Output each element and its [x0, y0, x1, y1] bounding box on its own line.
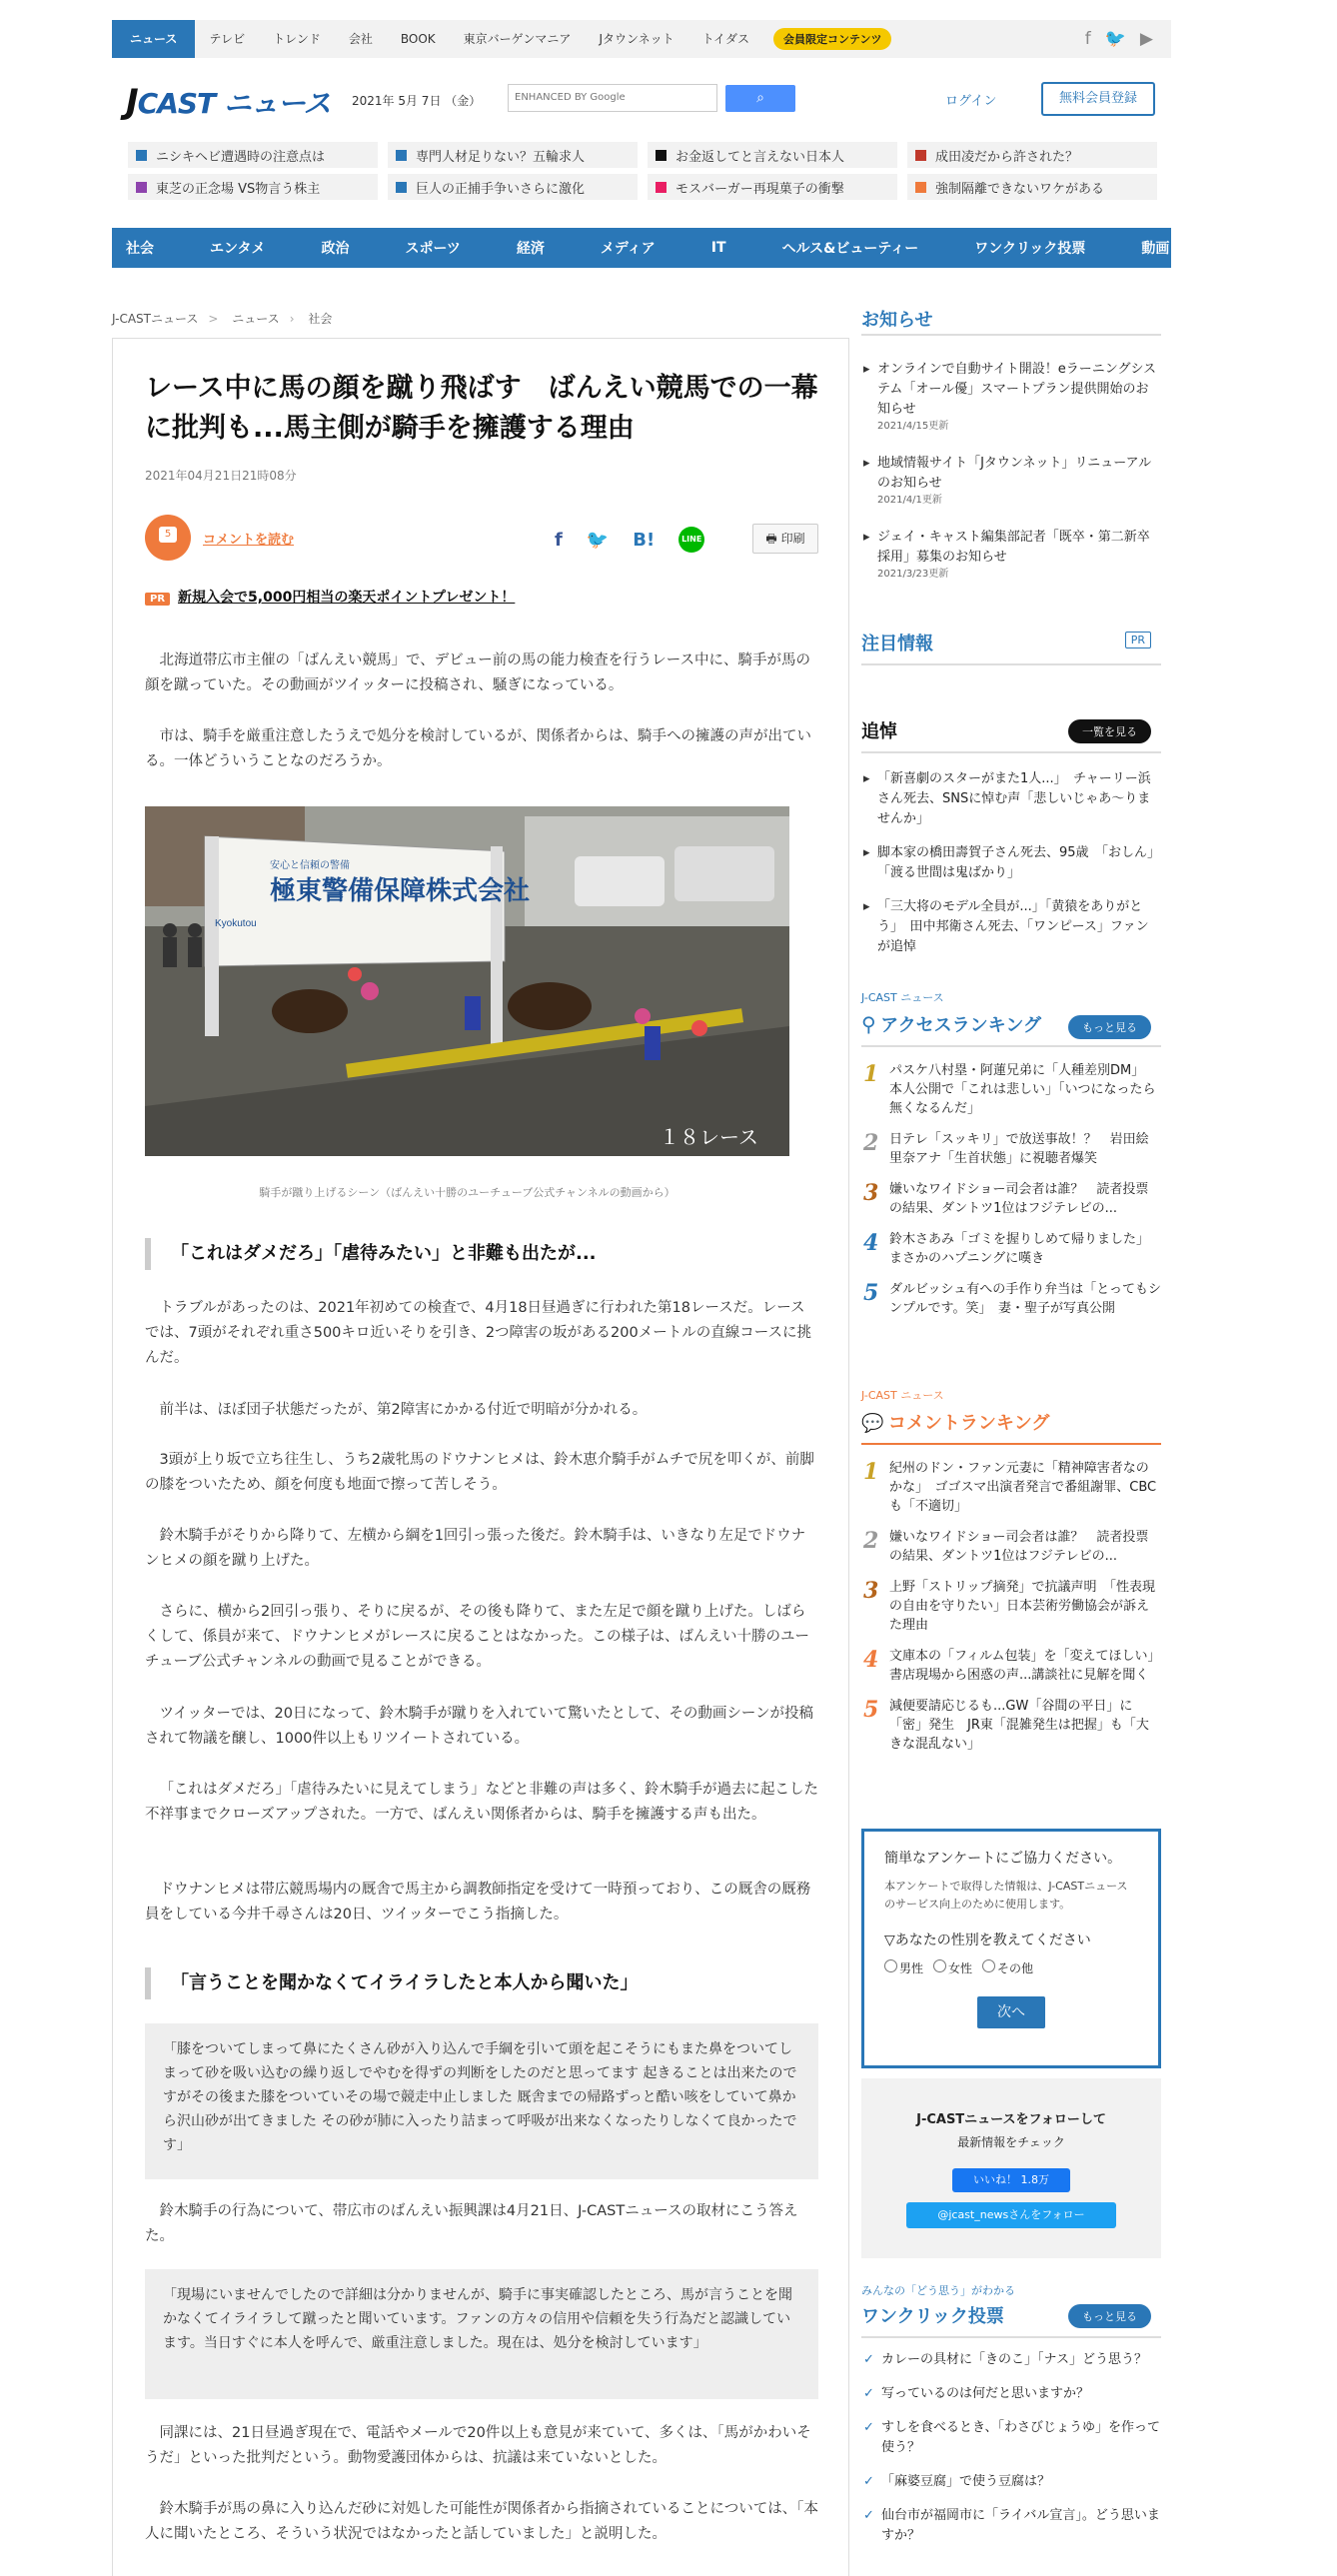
survey-option[interactable]: [933, 1959, 972, 1976]
topic-color-square: [656, 182, 667, 193]
obituary-list: [861, 769, 1161, 971]
topic-link[interactable]: [907, 174, 1157, 200]
youtube-icon[interactable]: ▶: [1139, 29, 1153, 49]
access-more-button[interactable]: もっと見る: [1068, 1015, 1151, 1039]
site-logo[interactable]: JCAST ニュース: [126, 82, 331, 122]
ranking-text: 上野「ストリップ摘発」で抗議声明 「性表現の自由を守りたい」日本芸術労働協会が訴えた理由: [889, 1580, 1155, 1633]
category-label: ワンクリック投票: [974, 241, 1086, 257]
topic-color-square: [396, 150, 407, 161]
rank-number: 3: [863, 1578, 879, 1604]
top-nav: [112, 20, 1171, 58]
access-ranking-title: アクセスランキング: [880, 1015, 1042, 1036]
ranking-item[interactable]: [861, 1697, 1161, 1754]
topic-color-square: [136, 150, 147, 161]
paragraph: 鈴木騎手がそりから降りて、左横から綱を1回引っ張った後だ。鈴木騎手は、いきなり左足でドウナンヒメの顔を蹴り上げた。: [145, 1528, 806, 1569]
topic-color-square: [656, 150, 667, 161]
category-link[interactable]: [601, 238, 683, 258]
ranking-item[interactable]: [861, 1230, 1161, 1268]
vote-title: ワンクリック投票: [861, 2306, 1004, 2327]
section-heading: 「言うことを聞かなくてイライラしたと本人から聞いた」: [145, 1967, 818, 1999]
quote-block: 「膝をついてしまって鼻にたくさん砂が入り込んで手綱を引いて頭を起こそうにもまた鼻をついてしまって砂を吸い込むの繰り返しでやむを得ずの判断をしたのだと思ってます 起きることは出来たのですがその後また膝をついていその場で競走中止しました 厩舎までの帰路ずっと酷い咳をしていて鼻から沢山砂が出てきました その砂が肺に入ったり詰まって呼吸が出来なくなったりしなくて良かったです」: [145, 2023, 818, 2179]
obituary-header: [861, 717, 1161, 753]
rank-number: 4: [863, 1230, 879, 1256]
obituary-item[interactable]: ▸ 「三大将のモデル全員が...」「黄猿をありがとう」 田中邦衛さん死去、「ワンピース」ファンが追悼: [861, 897, 1161, 957]
category-label: わたしのオト: [1225, 241, 1310, 257]
hot-topics: [128, 142, 1157, 200]
comment-ranking-title: コメントランキング: [887, 1413, 1050, 1434]
follow-box: [861, 2078, 1161, 2258]
category-label: IT: [710, 240, 726, 256]
facebook-like-button[interactable]: いいね！ 1.8万: [952, 2168, 1070, 2192]
printer-icon: 🖶: [765, 532, 777, 546]
breadcrumb-news[interactable]: ニュース: [232, 312, 280, 326]
topic-link[interactable]: [388, 174, 638, 200]
hatena-bookmark-icon[interactable]: B!: [633, 529, 656, 551]
search-icon: ⌕: [756, 90, 764, 106]
paragraph: 「これはダメだろ」「虐待みたいに見えてしまう」などと非難の声は多く、鈴木騎手が過去に起こした不祥事までクローズアップされた。一方で、ばんえい関係者からは、騎手を擁護する声も出た。: [145, 1782, 818, 1823]
topic-label: お金返してと言えない日本人: [675, 149, 845, 165]
login-link[interactable]: ログイン: [945, 94, 997, 109]
paragraph: 鈴木騎手が馬の鼻に入り込んだ砂に対処した可能性が関係者から指摘されていることについては、「本人に聞いたところ、そういう状況ではなかったと話していました」と説明した。: [145, 2501, 818, 2542]
follow-subtitle: 最新情報をチェック: [957, 2135, 1065, 2149]
access-ranking-header: [861, 1011, 1161, 1047]
topic-link[interactable]: [648, 142, 897, 168]
attention-title: 注目情報: [861, 634, 933, 654]
paragraph: 同課には、21日昼過ぎ現在で、電話やメールで20件以上も意見が来ていて、多くは、「馬がかわいそうだ」といった批判だという。動物愛護団体からは、抗議は来ていないとした。: [145, 2425, 811, 2466]
category-link[interactable]: [210, 238, 293, 258]
twitter-follow-button[interactable]: @jcast_newsさんをフォロー: [906, 2202, 1116, 2228]
header-date: 2021年 5月 7日 （金）: [352, 94, 482, 108]
ranking-text: 鈴木さあみ「ゴミを握りしめて帰りました」 まさかのハプニングに嘆き: [889, 1232, 1156, 1266]
rank-number: 3: [863, 1180, 879, 1206]
read-comments-link[interactable]: コメントを読む: [203, 533, 295, 548]
survey-radio[interactable]: [884, 1959, 897, 1972]
notice-text: 地域情報サイト「Jタウンネット」リニューアルのお知らせ: [877, 456, 1152, 491]
paragraph: 北海道帯広市主催の「ばんえい競馬」で、デビュー前の馬の能力検査を行うレース中に、騎手が馬の顔を蹴っていた。その動画がツイッターに投稿され、騒ぎになっている。: [145, 652, 810, 693]
breadcrumb: J-CASTニュース > ニュース › 社会: [112, 312, 333, 326]
pr-label: PR: [1311, 229, 1324, 239]
register-button[interactable]: 無料会員登録: [1041, 82, 1155, 116]
topic-link[interactable]: [907, 142, 1157, 168]
article-title: レース中に馬の顔を蹴り飛ばす ばんえい競馬での一幕に批判も...馬主側が騎手を擁護する理由: [145, 373, 818, 444]
category-link[interactable]: [321, 238, 377, 258]
magnifier-icon: ⚲: [861, 1012, 876, 1036]
paragraph: 前半は、ほぼ団子状態だったが、第2障害にかかる付近で明暗が分かれる。: [159, 1402, 648, 1418]
vote-more-button[interactable]: もっと見る: [1068, 2304, 1151, 2328]
comment-count: 5: [159, 527, 177, 543]
social-links: [1085, 29, 1171, 49]
category-link[interactable]: [974, 238, 1113, 258]
category-label: 経済: [516, 241, 545, 257]
comment-icon[interactable]: [145, 515, 191, 561]
quote-block: 「現場にいませんでしたので詳細は分かりませんが、騎手に事実確認したところ、馬が言うことを聞かなくてイライラして蹴ったと聞いています。ファンの方々の信用や信頼を失う行為だと認識しています。当日すぐに本人を呼んで、厳重注意しました。現在は、処分を検討しています」: [145, 2269, 818, 2399]
print-button[interactable]: 🖶 印刷: [752, 524, 818, 554]
topnav-jtown[interactable]: Jタウンネット: [599, 32, 674, 46]
chat-bubble-icon: 💬: [861, 1413, 884, 1434]
follow-title: J-CASTニュースをフォローして: [916, 2112, 1106, 2127]
notice-text: ジェイ・キャスト編集部記者「既卒・第二新卒採用」募集のお知らせ: [877, 530, 1150, 565]
photo-logo: Kyokutou: [215, 918, 257, 929]
notice-header: [861, 306, 1161, 336]
topic-color-square: [396, 182, 407, 193]
comment-ranking-label: J-CAST ニュース: [861, 1389, 944, 1402]
ranking-item[interactable]: [861, 1180, 1161, 1218]
access-ranking-list: [861, 1061, 1161, 1330]
survey-option-label: 女性: [948, 1961, 973, 1975]
attention-header: [861, 630, 1161, 665]
category-link[interactable]: [405, 238, 488, 258]
rank-number: 4: [863, 1647, 879, 1673]
pr-badge: PR: [145, 593, 170, 606]
rank-number: 1: [863, 1459, 879, 1485]
paragraph: 市は、騎手を厳重注意したうえで処分を検討しているが、関係者からは、騎手への擁護の声が出ている。一体どういうことなのだろうか。: [145, 728, 811, 769]
topic-label: 東芝の正念場 VS物言う株主: [156, 181, 321, 197]
notice-date: 2021/4/1更新: [877, 495, 942, 506]
site-header: [112, 70, 1171, 130]
race-scene-image: [145, 806, 789, 1156]
survey-title: 簡単なアンケートにご協力ください。: [884, 1851, 1122, 1867]
category-label: 政治: [321, 241, 350, 257]
survey-option-label: 男性: [899, 1961, 924, 1975]
facebook-icon[interactable]: f: [1084, 29, 1091, 49]
line-share-icon[interactable]: LINE: [678, 527, 704, 553]
vote-label: みんなの「どう思う」がわかる: [861, 2284, 1015, 2297]
ranking-text: 文庫本の「フィルム包装」を「変えてほしい」 書店現場から困惑の声...講談社に見解を聞く: [889, 1649, 1167, 1683]
comment-ranking-list: [861, 1459, 1167, 1766]
topic-link[interactable]: [128, 142, 378, 168]
category-label: 動画: [1141, 241, 1170, 257]
access-ranking-label: J-CAST ニュース: [861, 991, 944, 1004]
category-link[interactable]: [517, 238, 573, 258]
notice-date: 2021/3/23更新: [877, 569, 949, 580]
share-buttons: [555, 527, 704, 553]
rank-number: 1: [863, 1061, 879, 1087]
notice-text: オンラインで自動サイト開設！eラーニングシステム「オール優」スマートプラン提供開始のお知らせ: [877, 362, 1157, 417]
obituary-item[interactable]: ▸ 脚本家の橋田壽賀子さん死去、95歳 「おしん」「渡る世間は鬼ばかり」: [861, 843, 1161, 883]
survey-option[interactable]: [884, 1959, 923, 1976]
breadcrumb-society[interactable]: 社会: [308, 312, 333, 326]
category-label: ヘルス&ビューティー: [781, 241, 919, 257]
notice-item[interactable]: [861, 454, 1161, 508]
obituary-list-button[interactable]: 一覧を見る: [1068, 719, 1151, 743]
topnav-tv[interactable]: テレビ: [209, 32, 246, 46]
topic-label: モスバーガー再現菓子の衝撃: [675, 181, 844, 197]
paragraph: 鈴木騎手の行為について、帯広市のばんえい振興課は4月21日、J-CASTニュースの取材にこう答えた。: [145, 2203, 798, 2244]
rank-number: 2: [863, 1130, 879, 1156]
topic-label: 成田凌だから許された？: [935, 149, 1079, 165]
paragraph: さらに、横から2回引っ張り、そりに戻るが、その後も降りて、また左足で顔を蹴り上げた。しばらくして、係員が来て、ドウナンヒメがレースに戻ることはなかった。この様子は、ばんえい十勝のユーチューブ公式チャンネルの動画で見ることができる。: [145, 1604, 809, 1670]
topnav-book[interactable]: BOOK: [400, 32, 436, 46]
ranking-text: 減便要請応じるも...GW「谷間の平日」に「密」発生 JR東「混雑発生は把握」も「大きな混乱ない」: [889, 1699, 1149, 1752]
survey-question: ▽あなたの性別を教えてください: [884, 1932, 1091, 1948]
ranking-item[interactable]: [861, 1280, 1161, 1318]
survey-option-label: その他: [997, 1961, 1034, 1975]
notice-item[interactable]: [861, 360, 1161, 434]
paragraph: ツイッターでは、20日になって、鈴木騎手が蹴りを入れていて驚いたとして、その動画シーンが投稿されて物議を醸し、1000件以上もリツイートされている。: [145, 1706, 814, 1747]
article-photo: [145, 806, 789, 1156]
category-label: スポーツ: [405, 241, 461, 257]
paragraph: ドウナンヒメは帯広競馬場内の厩舎で馬主から調教師指定を受けて一時預っており、この厩舎の厩務員をしている今井千尋さんは20日、ツイッターでこう指摘した。: [145, 1882, 811, 1923]
notice-item[interactable]: [861, 528, 1161, 582]
vote-list: [861, 2350, 1161, 2560]
ranking-text: 日テレ「スッキリ」で放送事故！？ 岩田絵里奈アナ「生首状態」に視聴者爆笑: [889, 1132, 1149, 1166]
ranking-item[interactable]: [861, 1578, 1161, 1635]
category-nav: [112, 228, 1324, 268]
topic-color-square: [915, 150, 926, 161]
twitter-share-icon[interactable]: 🐦: [586, 529, 610, 551]
race-number-overlay: １８レース: [660, 1127, 758, 1149]
ranking-text: 嫌いなワイドショー司会者は誰？ 読者投票の結果、ダントツ1位はフジテレビの...: [889, 1182, 1149, 1216]
category-link[interactable]: [1225, 229, 1337, 258]
survey-next-button[interactable]: 次へ: [977, 1996, 1045, 2028]
comment-ranking-header: [861, 1409, 1161, 1445]
ranking-item[interactable]: [861, 1061, 1161, 1118]
vote-item[interactable]: ✓ 「麻婆豆腐」で使う豆腐は？: [861, 2472, 1161, 2492]
topic-label: 巨人の正捕手争いさらに激化: [416, 181, 586, 197]
category-link[interactable]: [782, 238, 947, 258]
topnav-company[interactable]: 会社: [348, 32, 373, 46]
section-heading: 「これはダメだろ」「虐待みたい」と非難も出たが...: [145, 1238, 818, 1270]
topnav-news[interactable]: ニュース: [112, 20, 195, 58]
twitter-icon[interactable]: 🐦: [1104, 29, 1126, 49]
topnav-bargain[interactable]: 東京バーゲンマニア: [463, 32, 572, 46]
rank-number: 2: [863, 1528, 879, 1554]
category-link[interactable]: [1141, 238, 1197, 258]
attention-pr-badge: PR: [1125, 632, 1151, 648]
paragraph: トラブルがあったのは、2021年初めての検査で、4月18日昼過ぎに行われた第18レースだ。レースでは、7頭がそれぞれ重さ500キロ近いそりを引き、2つ障害の坂がある200メートルの直線コースに挑んだ。: [145, 1300, 811, 1366]
survey-options: [884, 1959, 1138, 1976]
article-actions: [145, 515, 818, 561]
members-only-button[interactable]: 会員限定コンテンツ: [773, 28, 891, 50]
rank-number: 5: [863, 1697, 879, 1723]
topic-label: ニシキヘビ遭遇時の注意点は: [156, 149, 326, 165]
ranking-item[interactable]: [861, 1647, 1167, 1685]
ranking-text: 紀州のドン・ファン元妻に「精神障害者なのかな」 ゴゴスマ出演者発言で番組謝罪、CBCも「不適切」: [889, 1461, 1157, 1514]
vote-item[interactable]: ✓ すしを食べるとき、「わさびじょうゆ」を作って使う？: [861, 2418, 1161, 2458]
topic-color-square: [136, 182, 147, 193]
vote-item[interactable]: ✓ 仙台市が福岡市に「ライバル宣言」。どう思いますか？: [861, 2506, 1161, 2546]
vote-item[interactable]: ✓ カレーの具材に「きのこ」「ナス」どう思う？: [861, 2350, 1161, 2370]
topic-label: 専門人材足りない？五輪求人: [416, 149, 586, 165]
ranking-item[interactable]: [861, 1528, 1161, 1566]
category-label: 社会: [126, 241, 154, 257]
survey-box: [861, 1829, 1161, 2068]
topic-link[interactable]: [388, 142, 638, 168]
obituary-item[interactable]: ▸ 「新喜劇のスターがまた1人...」 チャーリー浜さん死去、SNSに悼む声「悲しいじゃあ～りませんか」: [861, 769, 1161, 829]
obituary-title: 追悼: [861, 721, 897, 742]
category-link[interactable]: [711, 240, 754, 256]
notice-title: お知らせ: [861, 310, 933, 331]
breadcrumb-home[interactable]: J-CASTニュース: [112, 312, 199, 326]
survey-radio[interactable]: [933, 1959, 946, 1972]
category-label: エンタメ: [210, 241, 266, 257]
search-button[interactable]: [725, 85, 795, 112]
notice-list: [861, 360, 1161, 602]
ranking-text: ダルビッシュ有への手作り弁当は「とってもシンプルです。笑」 妻・聖子が写真公開: [889, 1282, 1161, 1316]
photo-sign-sub: 安心と信頼の警備: [270, 860, 350, 871]
topic-link[interactable]: [128, 174, 378, 200]
ranking-text: 嫌いなワイドショー司会者は誰？ 読者投票の結果、ダントツ1位はフジテレビの...: [889, 1530, 1149, 1564]
topnav-trend[interactable]: トレンド: [273, 32, 321, 46]
topic-link[interactable]: [648, 174, 897, 200]
topnav-toidas[interactable]: トイダス: [701, 32, 750, 46]
search-input[interactable]: ENHANCED BY Google: [508, 84, 717, 112]
category-link[interactable]: [126, 238, 182, 258]
survey-radio[interactable]: [982, 1959, 995, 1972]
survey-option[interactable]: [982, 1959, 1033, 1976]
notice-date: 2021/4/15更新: [877, 421, 949, 432]
vote-item[interactable]: ✓ 写っているのは何だと思いますか？: [861, 2384, 1161, 2404]
rank-number: 5: [863, 1280, 879, 1306]
promo-link[interactable]: PR 新規入会で5,000円相当の楽天ポイントプレゼント！: [145, 587, 515, 607]
topic-label: 強制隔離できないワケがある: [935, 181, 1105, 197]
photo-sign-text: 極東警備保障株式会社: [270, 875, 531, 905]
ranking-text: パスケ八村塁・阿蓮兄弟に「人種差別DM」 本人公開で「これは悲しい」「いつになったら無くなるんだ」: [889, 1063, 1156, 1116]
article-date: 2021年04月21日21時08分: [145, 469, 297, 483]
survey-description: 本アンケートで取得した情報は、J-CASTニュースのサービス向上のために使用します。: [884, 1880, 1128, 1911]
photo-caption: 騎手が蹴り上げるシーン（ばんえい十勝のユーチューブ公式チャンネルの動画から）: [259, 1186, 675, 1199]
paragraph: 3頭が上り坂で立ち往生し、うち2歳牝馬のドウナンヒメは、鈴木恵介騎手がムチで尻を叩くが、前脚の膝をついたため、顔を何度も地面で擦って苦しそう。: [145, 1452, 814, 1493]
vote-header: [861, 2302, 1161, 2338]
ranking-item[interactable]: [861, 1459, 1161, 1516]
category-label: メディア: [600, 241, 656, 257]
topic-color-square: [915, 182, 926, 193]
article: [112, 338, 849, 2576]
facebook-share-icon[interactable]: f: [555, 529, 563, 551]
ranking-item[interactable]: [861, 1130, 1161, 1168]
